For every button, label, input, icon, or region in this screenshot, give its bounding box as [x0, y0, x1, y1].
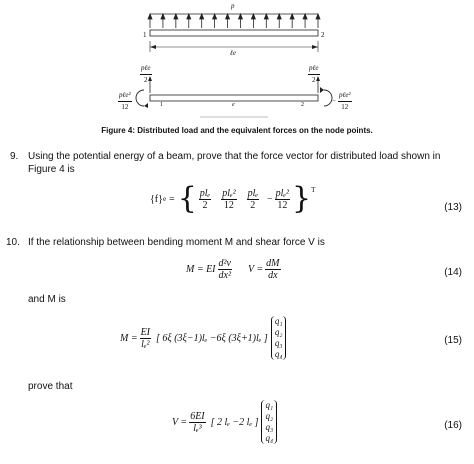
- eq15-number: (15): [444, 335, 462, 346]
- left-force-label: $\frac{\text{pℓe}}{2}$: [141, 64, 151, 84]
- q10-number: 10.: [6, 237, 20, 248]
- node-1-label-bottom: 1: [160, 102, 163, 108]
- right-force-label: $\frac{\text{pℓe}}{2}$: [309, 64, 319, 84]
- q9-number: 9.: [10, 151, 19, 162]
- q-vector-16: q₁ q₂ q₃ q₄: [261, 400, 277, 444]
- and-m-text: and M is: [28, 294, 66, 305]
- figure-4: [0, 0, 474, 125]
- load-arrow-head: [226, 14, 230, 19]
- load-arrow-head: [303, 14, 307, 19]
- node-2-label-bottom: 2: [301, 102, 304, 108]
- eq13: {f} e = { $\frac{\text{plₑ}}{2}$ $\frac{\text{plₑ²}}{12}$ $\frac{\text{plₑ}}{2}$ − $\frac{\text{plₑ²}}{12}$ } $^T$: [150, 181, 316, 216]
- load-arrow-head: [251, 14, 255, 19]
- prove-that-text: prove that: [28, 381, 73, 392]
- beam-bottom: [150, 95, 318, 101]
- load-arrow-head: [161, 14, 165, 19]
- length-label: ℓe: [230, 49, 237, 57]
- distributed-load-arrows: [148, 14, 320, 28]
- element-label: e: [232, 102, 235, 108]
- eq13-number: (13): [444, 202, 462, 213]
- node-1-label: 1: [143, 31, 147, 39]
- q-vector-15: q₁ q₂ q₃ q₄: [271, 316, 287, 360]
- load-arrow-head: [238, 14, 242, 19]
- eq16-number: (16): [444, 420, 462, 431]
- figure-caption: Figure 4: Distributed load and the equivalent forces on the node points.: [101, 126, 373, 135]
- eq14: M = EI $\frac{\text{d²v}}{\text{dx²}}$ V = $\frac{dM}{dx}$: [186, 258, 280, 281]
- load-label: p: [231, 2, 235, 10]
- load-arrow-head: [148, 14, 152, 19]
- load-arrow-head: [213, 14, 217, 19]
- left-moment-arc: [136, 90, 144, 106]
- beam-top: [150, 30, 318, 36]
- right-moment-arc: [324, 90, 332, 106]
- q9-text: Using the potential energy of a beam, prove that the force vector for distributed load shown in Figure 4 is: [28, 151, 441, 175]
- load-arrow-head: [187, 14, 191, 19]
- eq15: M = $\frac{EI}{\text{lₑ²}}$ [ 6ξ (3ξ−1)lₑ −6ξ (3ξ+1)lₑ ] q₁ q₂ q₃ q₄: [120, 316, 286, 360]
- load-arrow-head: [290, 14, 294, 19]
- right-moment-label: − $\frac{\text{pℓe²}}{12}$: [332, 91, 351, 111]
- load-arrow-head: [264, 14, 268, 19]
- left-moment-label: $\frac{\text{pℓe²}}{12}$: [119, 91, 131, 111]
- eq14-number: (14): [444, 267, 462, 278]
- load-arrow-head: [200, 14, 204, 19]
- load-arrow-head: [174, 14, 178, 19]
- q10-text: If the relationship between bending moment M and shear force V is: [28, 237, 325, 248]
- load-arrow-head: [316, 14, 320, 19]
- node-2-label: 2: [321, 31, 325, 39]
- eq16: V = $\frac{6EI}{\text{lₑ³}}$ [ 2 lₑ −2 lₑ ] q₁ q₂ q₃ q₄: [172, 400, 277, 444]
- load-arrow-head: [277, 14, 281, 19]
